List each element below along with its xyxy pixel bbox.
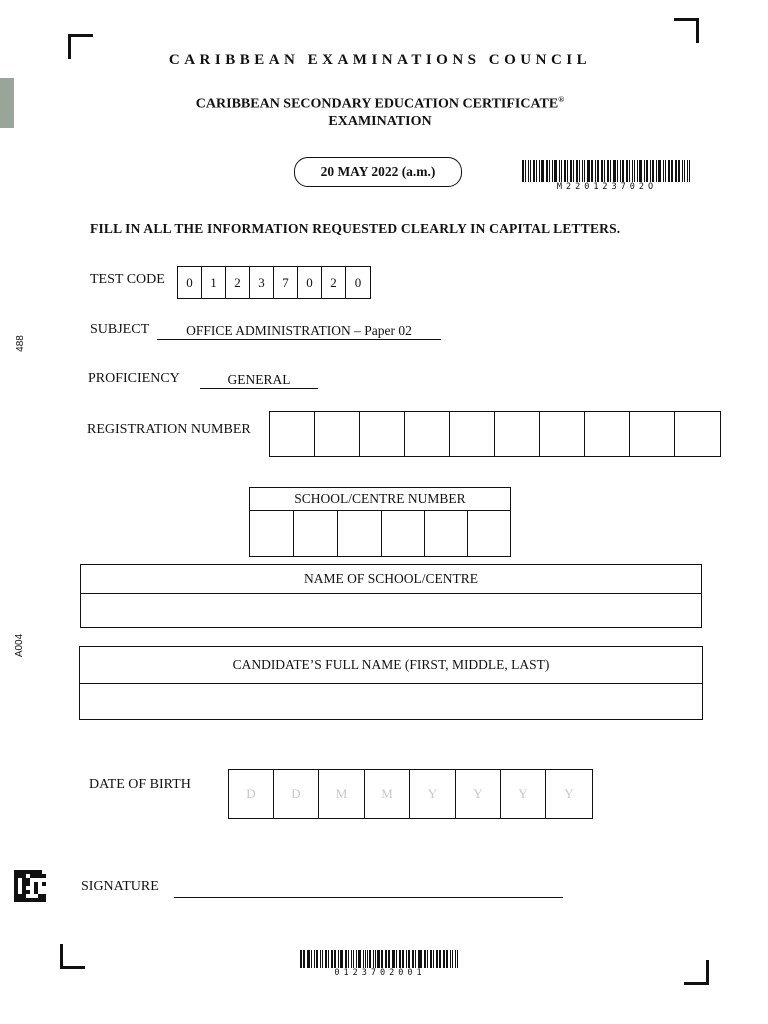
barcode-bar xyxy=(356,950,358,968)
candidate-name-box xyxy=(79,646,703,720)
registration-digit-box[interactable] xyxy=(630,412,675,456)
barcode-bar xyxy=(365,950,366,968)
barcode-bar xyxy=(303,950,305,968)
barcode-bar xyxy=(392,950,394,968)
data-matrix-code xyxy=(14,870,46,902)
registration-digit-box[interactable] xyxy=(405,412,450,456)
barcode-bar xyxy=(671,160,673,182)
barcode-bar xyxy=(381,950,383,968)
bottom-barcode-text: 0123702001 xyxy=(334,968,426,978)
dob-year-box[interactable]: Y xyxy=(456,770,501,818)
barcode-bar xyxy=(530,160,531,182)
barcode-bar xyxy=(307,950,309,968)
council-title: CARIBBEAN EXAMINATIONS COUNCIL xyxy=(168,52,592,68)
registered-mark: ® xyxy=(558,95,565,104)
barcode-bar xyxy=(539,160,540,182)
registration-digit-box[interactable] xyxy=(315,412,360,456)
subject-label: SUBJECT xyxy=(90,322,150,337)
barcode-bar xyxy=(443,950,445,968)
barcode-bar xyxy=(658,160,661,182)
barcode-bar xyxy=(567,160,568,182)
registration-digit-box[interactable] xyxy=(495,412,540,456)
barcode-bar xyxy=(419,950,421,968)
dob-year-box[interactable]: Y xyxy=(564,786,574,801)
barcode-bar xyxy=(591,160,594,182)
certificate-line1: CARIBBEAN SECONDARY EDUCATION CERTIFICATE xyxy=(195,96,559,112)
registration-digit-box[interactable] xyxy=(270,412,315,456)
barcode-bar xyxy=(457,950,458,968)
corner-mark-bottom-left xyxy=(60,944,85,969)
registration-digit-box[interactable] xyxy=(585,412,630,456)
certificate-title xyxy=(0,91,760,130)
barcode-bar xyxy=(622,160,625,182)
proficiency-value: GENERAL xyxy=(200,372,318,389)
barcode-bar xyxy=(564,160,566,182)
side-code-upper: 488 xyxy=(14,335,26,352)
barcode-bar xyxy=(644,160,646,182)
barcode-bar xyxy=(682,160,683,182)
barcode-bar xyxy=(663,160,665,182)
barcode-bar xyxy=(373,950,374,968)
top-barcode xyxy=(522,160,692,192)
barcode-bar xyxy=(367,950,368,968)
dob-year-box[interactable]: Y xyxy=(501,770,546,818)
registration-digit-box[interactable] xyxy=(675,412,720,456)
barcode-bar xyxy=(300,950,302,968)
barcode-bar xyxy=(446,950,448,968)
barcode-bar xyxy=(613,160,616,182)
barcode-bar xyxy=(607,160,609,182)
barcode-bar xyxy=(322,950,323,968)
barcode-bar xyxy=(573,160,574,182)
barcode-bar xyxy=(316,950,318,968)
barcode-bar xyxy=(678,160,680,182)
barcode-bar xyxy=(363,950,364,968)
barcode-bar xyxy=(311,950,313,968)
barcode-bar xyxy=(587,160,590,182)
barcode-bar xyxy=(528,160,529,182)
barcode-bar xyxy=(351,950,352,968)
barcode-bar xyxy=(377,950,379,968)
barcode-bar xyxy=(439,950,441,968)
barcode-bar xyxy=(388,950,390,968)
barcode-bar xyxy=(604,160,605,182)
barcode-bar xyxy=(632,160,634,182)
barcode-bar xyxy=(433,950,434,968)
exam-date: 20 MAY 2022 (a.m.) xyxy=(320,164,436,179)
top-barcode-text: M220123702O xyxy=(556,182,658,192)
test-code-digit: 7 xyxy=(274,267,298,298)
barcode-bar xyxy=(665,160,666,182)
test-code-digit: 0 xyxy=(354,274,362,290)
test-code-boxes xyxy=(177,266,371,299)
barcode-bar xyxy=(345,950,347,968)
barcode-bar xyxy=(561,160,562,182)
bottom-barcode-bars xyxy=(300,950,460,968)
barcode-bar xyxy=(402,950,404,968)
barcode-bar xyxy=(675,160,678,182)
test-code-digit: 1 xyxy=(202,267,226,298)
dob-label: DATE OF BIRTH xyxy=(89,777,191,792)
barcode-bar xyxy=(424,950,426,968)
barcode-bar xyxy=(408,950,410,968)
signature-label: SIGNATURE xyxy=(81,879,159,894)
barcode-bar xyxy=(634,160,635,182)
barcode-bar xyxy=(610,160,612,182)
barcode-bar xyxy=(584,160,585,182)
test-code-digit: 0 xyxy=(178,267,202,298)
barcode-bar xyxy=(684,160,685,182)
barcode-bar xyxy=(348,950,349,968)
barcode-bar xyxy=(375,950,376,968)
barcode-bar xyxy=(656,160,657,182)
barcode-bar xyxy=(334,950,336,968)
barcode-bar xyxy=(406,950,408,968)
candidate-name-field[interactable] xyxy=(80,684,702,718)
barcode-bar xyxy=(541,160,544,182)
bottom-barcode xyxy=(300,950,460,978)
test-code-digit: 3 xyxy=(250,267,274,298)
school-centre-digit-box[interactable] xyxy=(382,511,425,556)
barcode-bar xyxy=(427,950,428,968)
barcode-bar xyxy=(689,160,690,182)
barcode-bar xyxy=(626,160,628,182)
school-name-field[interactable] xyxy=(81,594,701,626)
barcode-bar xyxy=(559,160,561,182)
exam-date-box xyxy=(294,157,462,187)
dob-month-box[interactable]: M xyxy=(319,770,365,818)
barcode-bar xyxy=(646,160,648,182)
barcode-bar xyxy=(455,950,456,968)
barcode-bar xyxy=(418,950,419,968)
test-code-digit: 0 xyxy=(298,267,322,298)
barcode-bar xyxy=(629,160,630,182)
test-code-label: TEST CODE xyxy=(90,272,165,287)
barcode-bar xyxy=(338,950,339,968)
barcode-bar xyxy=(450,950,452,968)
dob-month-box[interactable]: M xyxy=(365,770,410,818)
barcode-bar xyxy=(637,160,638,182)
barcode-bar xyxy=(412,950,414,968)
barcode-bar xyxy=(328,950,329,968)
barcode-bar xyxy=(554,160,557,182)
instruction-text: FILL IN ALL THE INFORMATION REQUESTED CLEARLY IN CAPITAL LETTERS. xyxy=(90,221,621,236)
barcode-bar xyxy=(576,160,578,182)
barcode-bar xyxy=(331,950,333,968)
barcode-bar xyxy=(369,950,371,968)
barcode-bar xyxy=(320,950,321,968)
barcode-bar xyxy=(652,160,655,182)
barcode-bar xyxy=(620,160,621,182)
test-code-digit: 2 xyxy=(226,267,250,298)
registration-digit-box[interactable] xyxy=(450,412,495,456)
registration-number-boxes[interactable] xyxy=(269,411,721,457)
subject-value: OFFICE ADMINISTRATION – Paper 02 xyxy=(157,323,441,340)
school-centre-digit-box[interactable] xyxy=(338,511,382,556)
registration-label: REGISTRATION NUMBER xyxy=(87,422,251,437)
school-name-box xyxy=(80,564,702,628)
barcode-bar xyxy=(668,160,670,182)
barcode-bar xyxy=(546,160,548,182)
barcode-bar xyxy=(533,160,535,182)
barcode-bar xyxy=(582,160,583,182)
barcode-bar xyxy=(325,950,327,968)
matrix-module xyxy=(42,898,46,902)
school-centre-number-cells[interactable] xyxy=(250,511,510,556)
barcode-bar xyxy=(597,160,599,182)
school-centre-digit-box[interactable] xyxy=(468,511,510,556)
corner-mark-top-right xyxy=(674,18,699,43)
barcode-bar xyxy=(570,160,573,182)
barcode-bar xyxy=(452,950,453,968)
registration-digit-box[interactable] xyxy=(540,412,585,456)
certificate-line2: EXAMINATION xyxy=(328,113,432,129)
barcode-bar xyxy=(436,950,438,968)
barcode-bar xyxy=(536,160,538,182)
registration-digit-box[interactable] xyxy=(360,412,405,456)
barcode-bar xyxy=(430,950,432,968)
barcode-bar xyxy=(314,950,315,968)
school-centre-number-label: SCHOOL/CENTRE NUMBER xyxy=(250,488,510,511)
side-code-lower: A004 xyxy=(14,633,26,658)
school-centre-digit-box[interactable] xyxy=(250,511,294,556)
proficiency-label: PROFICIENCY xyxy=(88,371,180,386)
barcode-bar xyxy=(353,950,354,968)
barcode-bar xyxy=(617,160,618,182)
barcode-bar xyxy=(340,950,342,968)
candidate-name-label: CANDIDATE’S FULL NAME (FIRST, MIDDLE, LAST) xyxy=(80,647,702,684)
school-centre-digit-box[interactable] xyxy=(425,511,468,556)
barcode-bar xyxy=(601,160,604,182)
barcode-bar xyxy=(385,950,387,968)
dob-boxes[interactable] xyxy=(228,769,593,819)
barcode-bar xyxy=(579,160,581,182)
dob-day-box[interactable]: D xyxy=(274,770,319,818)
barcode-bar xyxy=(358,950,360,968)
school-name-label: NAME OF SCHOOL/CENTRE xyxy=(81,565,701,594)
dob-day-box[interactable]: D xyxy=(229,770,274,818)
barcode-bar xyxy=(522,160,524,182)
top-barcode-bars xyxy=(522,160,692,182)
school-centre-number-box xyxy=(249,487,511,557)
school-centre-digit-box[interactable] xyxy=(294,511,338,556)
barcode-bar xyxy=(399,950,401,968)
barcode-bar xyxy=(525,160,527,182)
barcode-bar xyxy=(549,160,551,182)
barcode-bar xyxy=(639,160,642,182)
barcode-bar xyxy=(650,160,651,182)
dob-year-box[interactable]: Y xyxy=(410,770,456,818)
barcode-bar xyxy=(595,160,596,182)
barcode-bar xyxy=(415,950,416,968)
barcode-bar xyxy=(396,950,398,968)
barcode-bar xyxy=(687,160,689,182)
test-code-digit: 2 xyxy=(322,267,346,298)
corner-mark-bottom-right xyxy=(684,960,709,985)
barcode-bar xyxy=(552,160,553,182)
signature-line[interactable] xyxy=(174,897,563,898)
